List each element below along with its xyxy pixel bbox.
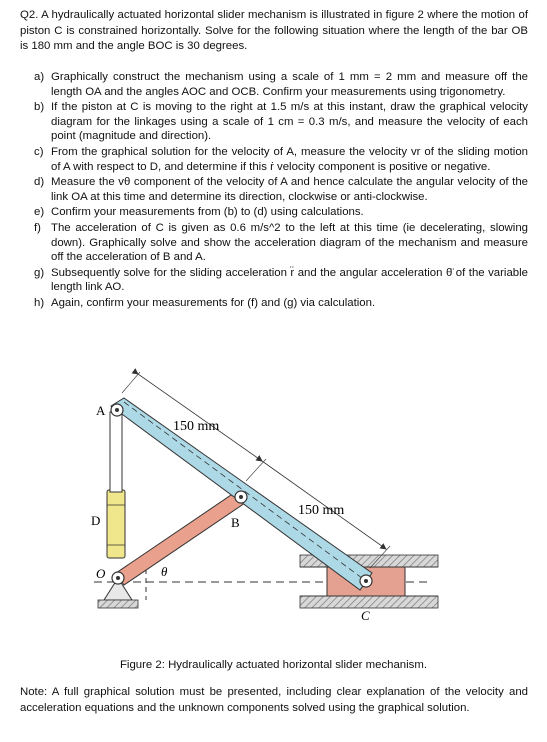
part-marker: h): [34, 296, 45, 309]
dimension-ab: 150 mm: [173, 419, 220, 434]
dimension-line-ab: [138, 374, 262, 461]
part-f: [20, 221, 528, 265]
part-marker: g): [34, 266, 45, 279]
part-c: [20, 145, 528, 174]
part-text: Subsequently solve for the sliding acceleration r̈ and the angular acceleration θ̈ of the variable length link AO.: [51, 266, 528, 294]
part-text: If the piston at C is moving to the right at 1.5 m/s at this instant, draw the graphical velocity diagram for the linkages using a scale of 1 cm = 0.3 m/s, and measure the velocity of each point (magnitude and direction).: [51, 101, 528, 143]
label-theta: θ: [161, 564, 168, 579]
bar-ob: [116, 491, 245, 585]
part-text: The acceleration of C is given as 0.6 m/s^2 to the left at this time (ie decelerating, slowing down). Graphically solve and show the acceleration diagram of the mechanism and measure off the acceleration of B and A.: [51, 221, 528, 264]
part-text: Measure the vθ component of the velocity of A and hence calculate the angular velocity of the link OA at this time and determine its direction, clockwise or anti-clockwise.: [51, 176, 528, 203]
question-parts: [20, 70, 528, 312]
dimension-bc: 150 mm: [298, 503, 345, 518]
hydraulic-cylinder: [107, 490, 125, 558]
part-text: Graphically construct the mechanism using a scale of 1 mm = 2 mm and measure off the length OA and the angles AOC and OCB. Confirm your measurements using trigonometry.: [51, 71, 528, 98]
part-text: Confirm your measurements from (b) to (d) using calculations.: [51, 206, 364, 219]
label-b: B: [231, 515, 240, 530]
part-text: Again, confirm your measurements for (f) and (g) via calculation.: [51, 296, 376, 309]
slider-guide-ground: [300, 596, 438, 608]
part-h: [20, 296, 528, 311]
part-g: [20, 266, 528, 295]
part-marker: a): [34, 71, 45, 83]
part-marker: c): [34, 145, 44, 158]
part-marker: e): [34, 206, 45, 219]
mechanism-figure: [86, 360, 446, 640]
label-d: D: [91, 513, 101, 528]
part-a: [20, 70, 528, 99]
figure-caption: Figure 2: Hydraulically actuated horizontal slider mechanism.: [119, 659, 428, 671]
label-a: A: [96, 403, 106, 418]
part-b: [20, 100, 528, 144]
part-marker: d): [34, 176, 45, 189]
part-marker: f): [34, 221, 41, 234]
part-text: From the graphical solution for the velocity of A, measure the velocity vr of the sliding motion of A with respect to D, and determine if this ṙ velocity component is positive or negative.: [51, 145, 528, 173]
label-c: C: [361, 608, 370, 623]
question-intro: Q2. A hydraulically actuated horizontal slider mechanism is illustrated in figure 2 where the motion of piston C is constrained horizontally. Solve for the following situation where the length of the bar OB is 180 mm and the angle BOC is 30 degrees.: [20, 9, 528, 52]
note: Note: A full graphical solution must be presented, including clear explanation of the velocity and acceleration equations and the unknown components solved using the graphical solution.: [20, 686, 528, 714]
part-marker: b): [34, 101, 45, 114]
ground-base: [98, 600, 138, 608]
piston-rod: [110, 412, 122, 492]
part-d: [20, 175, 528, 204]
label-o: O: [96, 566, 106, 581]
part-e: [20, 205, 528, 220]
